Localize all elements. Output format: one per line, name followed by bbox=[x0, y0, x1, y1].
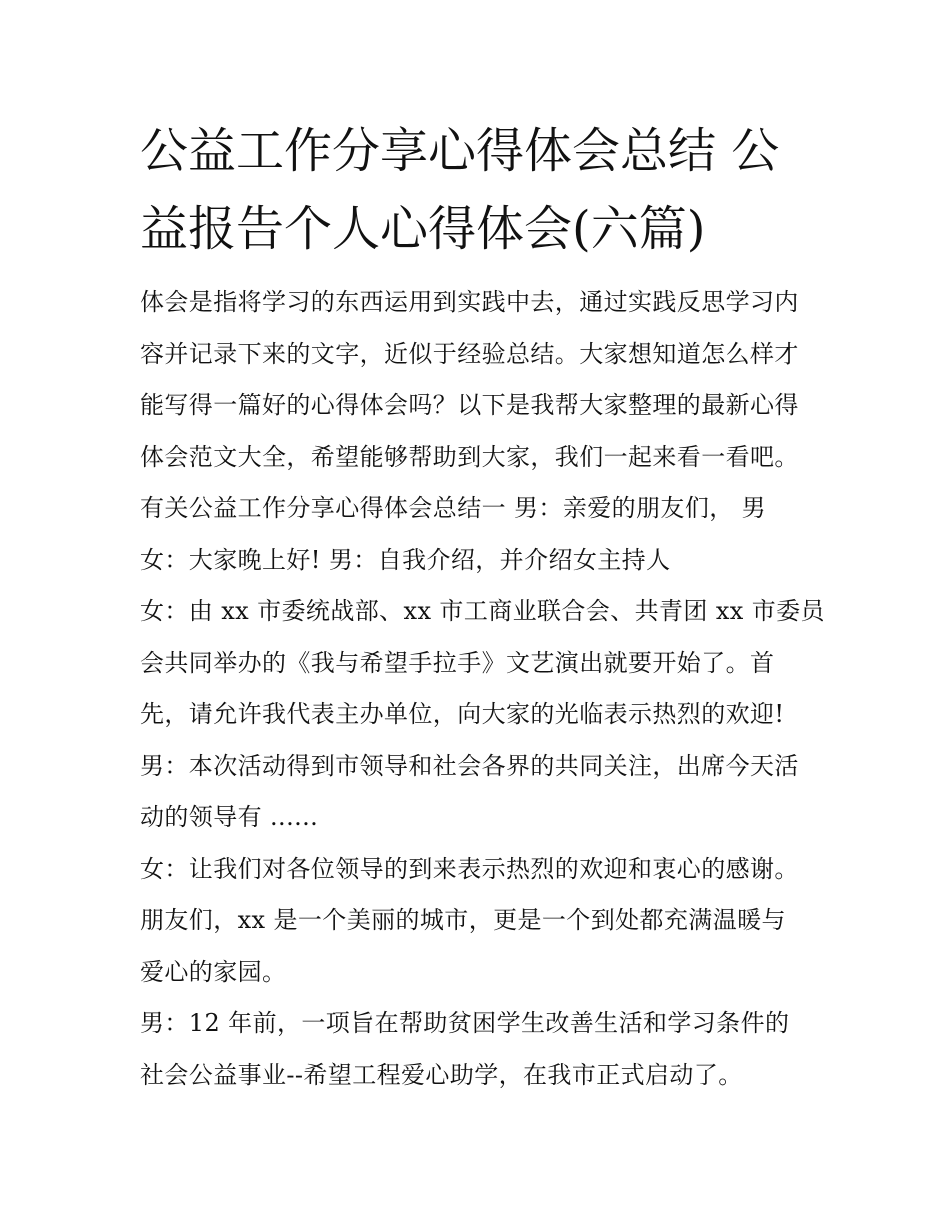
document-title bbox=[140, 112, 820, 268]
body-line: 动的领导有 ...... bbox=[140, 803, 319, 831]
body-line: 体会范文大全，希望能够帮助到大家，我们一起来看一看吧。 bbox=[140, 442, 799, 471]
document-body bbox=[140, 277, 830, 1101]
title-line: 公益工作分享心得体会总结 公 bbox=[140, 123, 780, 179]
body-line: 会共同举办的《我与希望手拉手》文艺演出就要开始了。首 bbox=[140, 648, 775, 677]
body-line: 女：由 xx 市委统战部、xx 市工商业联合会、共青团 xx 市委员 bbox=[140, 597, 825, 625]
body-line: 有关公益工作分享心得体会总结一 男：亲爱的朋友们， 男 bbox=[140, 494, 767, 522]
body-line: 女：大家晚上好! 男：自我介绍，并介绍女主持人 bbox=[140, 545, 671, 574]
body-line: 男：本次活动得到市领导和社会各界的共同关注，出席今天活 bbox=[140, 751, 799, 780]
body-line: 男：12 年前，一项旨在帮助贫困学生改善生活和学习条件的 bbox=[140, 1009, 790, 1037]
body-line: 社会公益事业--希望工程爱心助学，在我市正式启动了。 bbox=[140, 1060, 743, 1089]
body-line: 容并记录下来的文字，近似于经验总结。大家想知道怎么样才 bbox=[140, 339, 799, 368]
body-line: 爱心的家园。 bbox=[140, 957, 287, 986]
title-line: 益报告个人心得体会(六篇) bbox=[140, 201, 706, 257]
body-line: 能写得一篇好的心得体会吗？以下是我帮大家整理的最新心得 bbox=[140, 391, 799, 419]
body-line: 朋友们，xx 是一个美丽的城市，更是一个到处都充满温暖与 bbox=[140, 906, 786, 934]
body-line: 女：让我们对各位领导的到来表示热烈的欢迎和衷心的感谢。 bbox=[140, 854, 799, 883]
body-line: 先，请允许我代表主办单位，向大家的光临表示热烈的欢迎! bbox=[140, 700, 785, 728]
body-line: 体会是指将学习的东西运用到实践中去，通过实践反思学习内 bbox=[140, 288, 799, 316]
